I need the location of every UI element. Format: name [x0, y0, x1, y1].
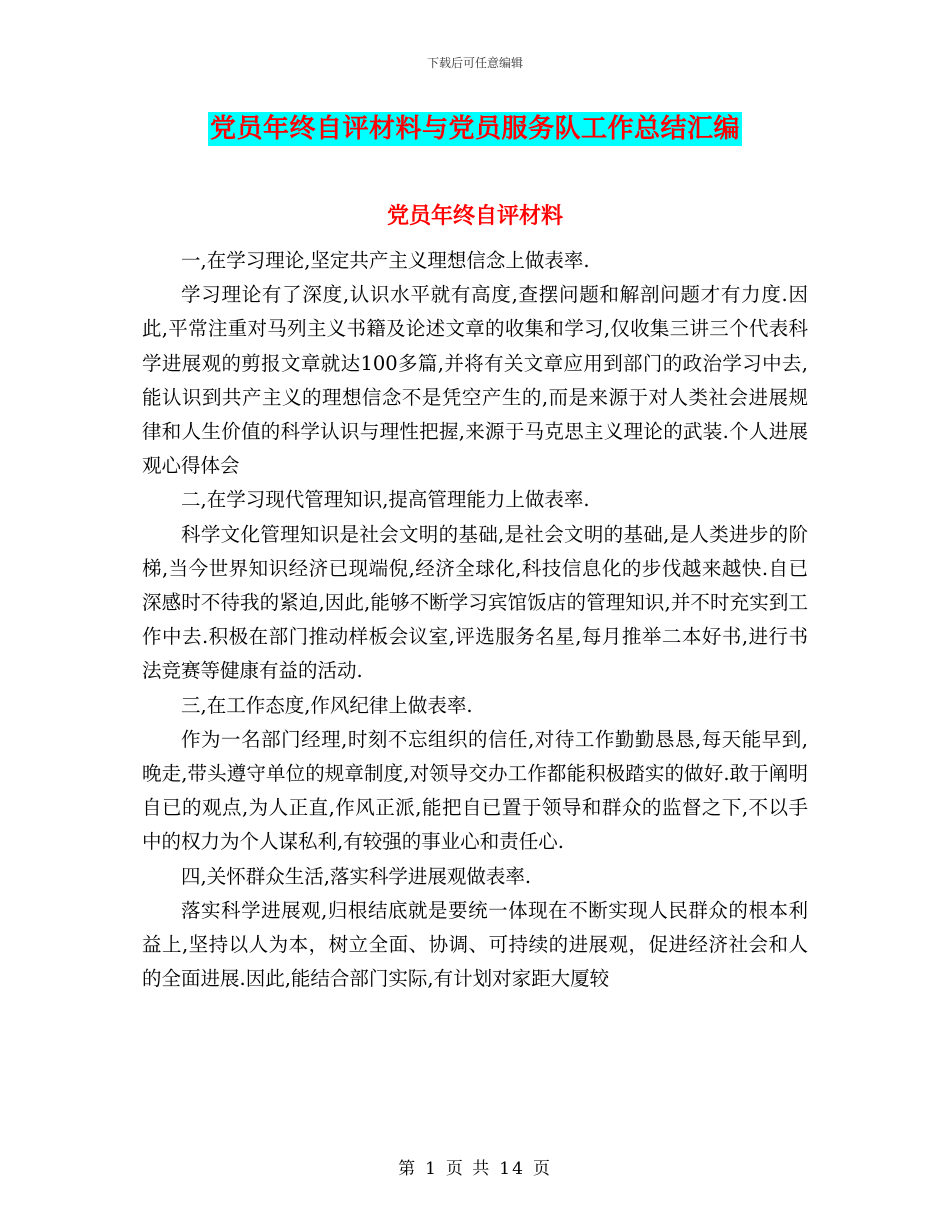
- header-note: 下载后可任意编辑: [426, 56, 523, 70]
- footer-page-number: 1: [425, 1159, 438, 1179]
- page-footer: [0, 1154, 950, 1179]
- paragraph-heading-1: 一,在学习理论,坚定共产主义理想信念上做表率.: [181, 249, 590, 272]
- paragraph-2: 科学文化管理知识是社会文明的基础,是社会文明的基础,是人类进步的阶梯,当今世界知识经济已现端倪,经济全球化,科技信息化的步伐越来越快.自已深感时不待我的紧迫,因此,能够不断学习宾馆饭店的管理知识,并不时充实到工作中去.积极在部门推动样板会议室,评选服务名星,每月推举二本好书,进行书法竞赛等健康有益的活动.: [142, 522, 808, 683]
- body-text: [142, 244, 808, 996]
- footer-prefix: 第: [398, 1159, 418, 1179]
- paragraph-4: 落实科学进展观,归根结底就是要统一体现在不断实现人民群众的根本利益上,坚持以人为本，树立全面、协调、可持续的进展观，促进经济社会和人的全面进展.因此,能结合部门实际,有计划对家距大厦较: [142, 898, 808, 991]
- main-title-wrap: [0, 112, 950, 146]
- footer-total-pages: 14: [499, 1159, 525, 1179]
- paragraph-3: 作为一名部门经理,时刻不忘组织的信任,对待工作勤勤恳恳,每天能早到,晚走,带头遵守单位的规章制度,对领导交办工作都能积极踏实的做好.敢于阐明自已的观点,为人正直,作风正派,能把自已置于领导和群众的监督之下,不以手中的权力为个人谋私利,有较强的事业心和责任心.: [142, 727, 808, 854]
- footer-suffix: 页: [532, 1159, 552, 1179]
- paragraph-heading-2: 二,在学习现代管理知识,提高管理能力上做表率.: [181, 488, 590, 512]
- paragraph-heading-4: 四,关怀群众生活,落实科学进展观做表率.: [181, 864, 532, 888]
- paragraph-heading-3: 三,在工作态度,作风纪律上做表率.: [181, 693, 473, 717]
- footer-middle: 页 共: [445, 1159, 492, 1179]
- paragraph-1: 学习理论有了深度,认识水平就有高度,查摆问题和解剖问题才有力度.因此,平常注重对马列主义书籍及论述文章的收集和学习,仅收集三讲三个代表科学进展观的剪报文章就达100多篇,并将有关文章应用到部门的政治学习中去,能认识到共产主义的理想信念不是凭空产生的,而是来源于对人类社会进展规律和人生价值的科学认识与理性把握,来源于马克思主义理论的武装.个人进展观心得体会: [142, 283, 808, 478]
- section-title: 党员年终自评材料: [386, 204, 563, 229]
- main-title: 党员年终自评材料与党员服务队工作总结汇编: [209, 114, 740, 144]
